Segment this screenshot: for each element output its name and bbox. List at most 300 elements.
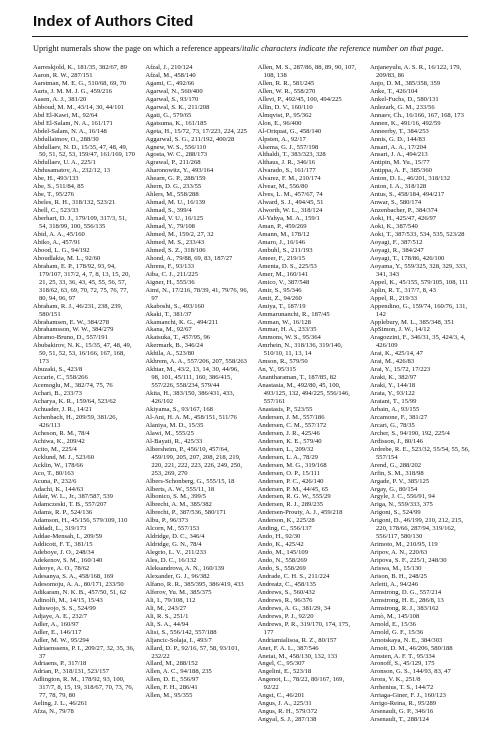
index-entry: Achuader, J. R., 14/21	[33, 405, 92, 413]
index-entry: Argay, G., 80/154	[369, 485, 418, 493]
index-entry: Ameer, F., 219/15	[257, 254, 306, 262]
index-entry: Arata, Y., 93/122	[369, 390, 415, 398]
index-entry: Achenbach, H., 209/59, 381/26, 426/113	[33, 413, 118, 429]
index-entry: Acito, M., 225/4	[33, 445, 77, 453]
index-entry: Ahmad, M. U., 16/139	[145, 199, 206, 207]
index-entry: Addae-Mensah, I., 209/59	[33, 533, 103, 541]
index-entry: Akermark, B., 346/24	[145, 342, 204, 350]
index-entry: Aharonowitz, Y., 493/164	[145, 167, 214, 175]
index-entry: Amman, W., 16/128	[257, 318, 311, 326]
index-entry: Afzal, M., 458/140	[145, 71, 196, 79]
index-entry: Andersen, P. M., 44/45, 65	[257, 485, 329, 493]
index-entry: Acemoglu, M., 382/74, 75, 76	[33, 382, 113, 390]
index-entry: Allen, W. R., 558/270	[257, 87, 316, 95]
index-entry: Aleksandrova, A. N., 160/139	[145, 565, 225, 573]
index-entry: Arnold, E., 15/36	[369, 620, 416, 628]
index-entry: Achari, B., 233/73	[33, 390, 82, 398]
index-entry: Abeles, R. H., 318/132, 523/21	[33, 199, 116, 207]
index-entry: Adesomoju, A. A., 80/171, 233/50	[33, 580, 124, 588]
index-entry: Al-Yahya, M. A., 159/1	[257, 215, 320, 223]
index-entry: Aggarwal, S. G., 211/192, 400/28	[145, 135, 235, 143]
index-entry: Andrews, P. R., 319/170, 174, 175, 177	[257, 620, 350, 636]
index-entry: Arora, V. K., 251/8	[369, 676, 421, 684]
index-entry: Abood, L. G., 94/192	[33, 246, 90, 254]
index-entry: Al-Bayati, R., 425/33	[145, 437, 203, 445]
index-entry: Arigoni, D., 46/199, 210, 212, 215, 220, 178/66, 287/94, 319/162, 556/117, 580/130	[369, 517, 464, 541]
index-entry: Albrecht, A. M., 385/382	[145, 501, 212, 509]
index-entry: Arimoto, M., 210/95, 119	[369, 541, 438, 549]
index-entry: Angst, C., 46/201	[257, 692, 305, 700]
index-entry: Andreatz, C., 458/135	[257, 580, 317, 588]
index-entry: Antus, S., 458/184, 494/217	[369, 191, 445, 199]
index-entry: Allen, M., 95/355	[145, 692, 193, 700]
index-entry: Allevi, P., 492/45, 100, 494/225	[257, 95, 342, 103]
page-title: Index of Authors Cited	[33, 13, 194, 30]
index-entry: Acharya, K. R., 159/64, 523/62	[33, 398, 116, 406]
index-entry: Afzal, J., 210/124	[145, 64, 193, 71]
index-entry: Anlezark, G. M., 233/56	[369, 103, 435, 111]
index-entry: Argade, P. V., 385/125	[369, 477, 430, 485]
index-entry: Arsenault, G. P., 346/16	[369, 708, 434, 716]
index-entry: Akamanchi, K. G., 494/211	[145, 318, 219, 326]
index-entry: Agami, C., 492/66	[145, 79, 195, 87]
index-entry: Akita, H., 383/150, 386/431, 433, 426/102	[145, 390, 235, 406]
index-entry: Ahond, A., 79/88, 69, 83, 187/27	[145, 254, 233, 262]
index-entry: Aronoff, S., 45/129, 175	[369, 660, 435, 668]
index-entry: Alcorn, M., 557/153	[145, 525, 200, 533]
index-entry: Anantharaman, T., 187/85, 82	[257, 374, 337, 382]
index-entry: Ahmed, S. Z., 318/106	[145, 246, 206, 254]
index-entry: Andersen, R. G. W., 555/29	[257, 493, 331, 501]
index-entry: Andersen, M. G., 319/168	[257, 461, 327, 469]
index-entry: Ando, N., 558/269	[257, 557, 307, 565]
index-entry: Araki, K., 382/97	[369, 374, 417, 382]
index-entry: Arison, B. H., 248/25	[369, 573, 427, 580]
index-entry: Aeling, J. L., 46/261	[33, 700, 88, 708]
index-entry: Angelini, E., 523/18	[257, 668, 312, 676]
index-entry: Ahern, D. G., 233/55	[145, 183, 202, 191]
index-entry: Aoyama, Y., 559/325, 328, 329, 333, 341, 343	[369, 262, 468, 278]
index-column	[33, 64, 136, 730]
index-entry: Ansari, J. A., 494/213	[369, 151, 428, 159]
index-entry: Annis, G. D., 144/83	[369, 135, 426, 143]
index-entry: Agarwal, S., 93/170	[145, 95, 199, 103]
index-entry: Aldridge, D. C., 346/4	[145, 533, 205, 541]
index-entry: Aberhart, D. J., 179/109, 317/3, 51, 54, 318/99, 100, 556/135	[33, 215, 127, 231]
index-entry: Amrhein, N., 318/136, 319/140, 510/10, 11, 13, 14	[257, 342, 343, 358]
index-entry: Abd El-Kawi, M., 92/64	[33, 111, 98, 119]
index-entry: Abiko, A., 457/91	[33, 238, 81, 246]
index-entry: Abdullaimov, O., 288/30	[33, 135, 99, 143]
index-entry: Adachi, K., 144/63	[33, 485, 84, 493]
index-entry: Aragozzini, F., 346/31, 35, 424/3, 4, 426/109	[369, 334, 466, 350]
index-entry: Alisi, S., 556/142, 557/188	[145, 628, 217, 636]
index-entry: Armstrong, D. G., 557/214	[369, 588, 442, 596]
index-entry: Ammarunanchi, R., 187/45	[257, 310, 330, 318]
intro-note	[33, 44, 473, 54]
index-entry: Ahmad, V. U., 16/125	[145, 215, 204, 223]
index-entry: Aasen, A. J., 381/20	[33, 95, 87, 103]
index-entry: Adler, M. W., 95/294	[33, 636, 89, 644]
index-entry: Angenot, L., 78/22, 80/167, 169, 92/22	[257, 676, 345, 692]
index-entry: Abdel-Salam, N. A., 16/148	[33, 127, 107, 135]
index-entry: Agosta, W. C., 288/173	[145, 151, 208, 159]
index-entry: Akatsuka, T., 457/95, 96	[145, 334, 211, 342]
index-entry: Albers-Schonberg, G., 555/15, 18	[145, 477, 235, 485]
index-entry: Ahmed, M., 159/2, 27, 32	[145, 231, 214, 239]
index-entry: Allen, D. E., 556/97	[145, 676, 199, 684]
index-entry: Abe, H., 493/133	[33, 175, 79, 183]
index-entry: Andrews, S., 560/432	[257, 588, 315, 596]
index-entry: Aoki, H., 425/47, 426/97	[369, 215, 437, 223]
index-entry: Arfin, S. M., 318/98	[369, 469, 424, 477]
index-entry: Aoki, T., 387/533, 534, 535, 523/28	[369, 231, 465, 239]
index-entry: Anwar, S., 580/174	[369, 199, 422, 207]
index-entry: Andrews, A. G., 381/29, 34	[257, 604, 331, 612]
index-entry: Anton, D. L., 46/201, 318/132	[369, 175, 451, 183]
index-entry: Ali, M., 243/27	[145, 604, 187, 612]
index-entry: Allard, D. P., 92/16, 57, 58, 93/101, 232/22	[145, 644, 240, 660]
title-rule	[32, 36, 468, 37]
index-entry: Anneerby, T., 384/253	[369, 127, 429, 135]
index-entry: Albrecht, P., 387/536, 580/171	[145, 509, 227, 517]
index-entry: Amenta, D. S., 225/53	[257, 262, 317, 270]
index-entry: Acheson, R. M., 78/4	[33, 429, 90, 437]
index-entry: Amiya, T., 187/19	[257, 302, 306, 310]
index-entry: Alpsten, A., 92/17	[257, 135, 306, 143]
index-entry: Adler, A., 160/97	[33, 620, 79, 628]
index-entry: Aldridge, G. N., 78/4	[145, 541, 202, 549]
index-entry: Appel, K., 45/155, 579/105, 108, 111	[369, 278, 469, 286]
index-entry: Ali, S. A., 44/94	[145, 620, 189, 628]
index-entry: Arigoni, S., 524/99	[369, 509, 421, 517]
index-entry: Arrhenius, T. S., 144/72	[369, 684, 434, 692]
index-column	[370, 64, 473, 730]
index-entry: Andersen, J. R., 425/46	[257, 429, 320, 437]
index-entry: Anding, C., 556/137	[257, 525, 312, 533]
index-entry: Abrahamsen, E. W., 384/278	[33, 318, 110, 326]
index-entry: Aoyagi, T., 178/86, 426/100	[369, 254, 445, 262]
index-entry: Agnew, W. S., 556/110	[145, 143, 207, 151]
index-entry: Andersen, C. M., 557/172	[257, 421, 327, 429]
index-entry: Argyle, J. C., 556/91, 94	[369, 493, 435, 501]
index-entry: Agati, G., 579/65	[145, 111, 192, 119]
index-entry: Ahmad, S., 399/4	[145, 207, 192, 215]
index-entry: Aarreskjold, K., 181/35, 382/67, 89	[33, 64, 127, 71]
index-entry: Antipin, M. Yu., 15/77	[369, 159, 430, 167]
index-entry: Ariswa, M., 15/130	[369, 565, 422, 573]
index-entry: Almqvist, P., 95/362	[257, 111, 312, 119]
index-entry: Albu, P., 96/373	[145, 517, 189, 525]
index-entry: Amico, V., 387/548	[257, 278, 310, 286]
index-entry: Alawi, M., 555/25	[145, 429, 194, 437]
index-entry: Aiba, C. J., 211/225	[145, 270, 199, 278]
index-entry: Andersen, P. C., 426/140	[257, 477, 324, 485]
index-entry: Adamczeski, T. B., 557/207	[33, 501, 107, 509]
index-entry: Ammons, W. S., 95/364	[257, 334, 321, 342]
index-entry: Arnsten, A. F. T., 95/334	[369, 652, 435, 660]
index-entry: Abdullaev, U. A., 225/1	[33, 159, 96, 167]
index-entry: Ahrens, F., 93/133	[145, 262, 195, 270]
index-entry: Ahmad, Y., 79/108	[145, 223, 195, 231]
index-entry: Alfano, R. R., 385/395, 386/419, 433	[145, 580, 244, 588]
index-entry: Addicott, F. T., 381/15	[33, 541, 93, 549]
index-entry: Aboudlakia, M. L., 92/60	[33, 254, 101, 262]
intro-text: Upright numerals show the page on which a reference appears/	[33, 44, 242, 53]
index-entry: Akhrem, A. A., 557/206, 207, 558/263	[145, 358, 247, 366]
index-entry: Ahmed, M. S., 233/43	[145, 238, 205, 246]
index-entry: Alferov, Yu. M., 385/375	[145, 588, 212, 596]
index-entry: Althaldi, T., 383/323, 328	[257, 151, 326, 159]
index-entry: Allen, R. R., 581/245	[257, 79, 315, 87]
index-entry: Annen, K., 491/16, 492/59	[369, 119, 441, 127]
index-entry: Adriaenssens, P. I., 209/27, 32, 35, 36, 37	[33, 644, 135, 660]
author-index-columns	[33, 64, 473, 730]
index-entry: Adiswojo, S. S., 524/99	[33, 604, 96, 612]
index-entry: Andersen, O. P., 15/111	[257, 469, 320, 477]
index-entry: Andersen, L., 209/32	[257, 445, 314, 453]
index-entry: An, Y., 95/315	[257, 366, 296, 374]
index-entry: Andrews, R., 96/376	[257, 596, 313, 604]
index-entry: Agarwal, S. K., 211/208	[145, 103, 210, 111]
index-entry: Aplin, R. T., 317/7, 8, 43	[369, 286, 436, 294]
index-entry: Arai, K., 425/14, 47	[369, 350, 423, 358]
index-entry: Appendino, G., 159/74, 160/76, 131, 142	[369, 302, 468, 318]
index-entry: Allard, M., 288/152	[145, 660, 198, 668]
index-entry: Adikaram, N. K. B., 457/50, 51, 62	[33, 588, 127, 596]
index-entry: Alegrio, L. V., 211/233	[145, 549, 207, 557]
index-entry: Angus, R. H., 579/372	[257, 708, 318, 716]
index-entry: Ardrebe, R. E., 523/32, 55/54, 55, 56, 557/154	[369, 445, 470, 461]
index-entry: Anetai, M., 458/130, 132, 133	[257, 652, 338, 660]
index-entry: Arletti, A., 94/246	[369, 580, 419, 588]
index-entry: Adeboye, J. O., 248/34	[33, 549, 94, 557]
index-entry: Abell, C., 523/33	[33, 207, 79, 215]
index-entry: Angus, J. A., 225/31	[257, 700, 312, 708]
index-entry: Abramo-Bruno, D., 557/191	[33, 334, 108, 342]
index-entry: Andersen, K. E., 579/40	[257, 437, 322, 445]
index-entry: Andrews, P. J., 92/20	[257, 612, 314, 620]
index-entry: Allin, D. V., 160/110	[257, 103, 313, 111]
index-entry: Akaboshi, S., 493/160	[145, 302, 205, 310]
index-entry: Arbain, A., 93/155	[369, 405, 420, 413]
index-entry: Abdullaev, N. D., 15/35, 47, 48, 49, 50, 51, 52, 53, 159/47, 161/169, 170	[33, 143, 135, 159]
index-entry: Angyal, S. J., 287/138	[257, 716, 317, 724]
index-entry: Alvarado, S., 161/177	[257, 167, 316, 175]
index-entry: Aarts, J. M. M. J. G., 459/216	[33, 87, 112, 95]
index-entry: Antippa, A. F., 385/360	[369, 167, 432, 175]
index-entry: Andersen, R. J., 289/235	[257, 501, 324, 509]
index-entry: Ando, M., 145/109	[257, 549, 309, 557]
index-entry: Akiyama, S., 93/167, 168	[145, 405, 213, 413]
index-entry: Afza, N., 79/78	[33, 708, 74, 716]
index-entry: Arnotskaya, N. E., 384/303	[369, 636, 443, 644]
index-entry: ApSimon, J. W., 14/12	[369, 326, 430, 334]
index-entry: Abid, A. A., 45/160	[33, 231, 85, 239]
index-entry: Arriaga-Giner, F. J., 160/123	[369, 692, 446, 700]
index-entry: Aljancic-Solaja, I., 493/7	[145, 636, 212, 644]
index-column	[145, 64, 248, 730]
index-entry: Accarie, C., 558/266	[33, 374, 88, 382]
index-entry: Aimi, N., 17/216, 78/39, 41, 79/76, 96, 97	[145, 286, 249, 302]
index-entry: Ahearn, G. P., 288/159	[145, 175, 206, 183]
index-entry: Ammar, H. A., 233/35	[257, 326, 317, 334]
index-entry: Adjaye, A. E., 232/7	[33, 612, 88, 620]
index-entry: Abd El-Salam, N. A., 161/171	[33, 119, 113, 127]
index-entry: Amit, Z., 94/260	[257, 294, 302, 302]
index-entry: Alworth, W. L., 318/124	[257, 207, 323, 215]
index-entry: Adesanya, S. A., 458/168, 169	[33, 573, 114, 580]
index-entry: Aco, T., 80/163	[33, 469, 74, 477]
index-entry: Angel, C., 95/307	[257, 660, 305, 668]
index-entry: Ambuhl, S., 211/193	[257, 246, 313, 254]
index-entry: Ando, S., 558/269	[257, 565, 306, 573]
index-entry: Ariga, N., 559/333, 375	[369, 501, 433, 509]
index-entry: Anjo, D. M., 385/358, 359	[369, 79, 441, 87]
index-entry: Ali, R. S., 251/1	[145, 612, 189, 620]
index-entry: Amir, S., 95/346	[257, 286, 302, 294]
index-entry: Alvarez, F. M., 210/174	[257, 175, 321, 183]
index-entry: Agarwal, N., 560/400	[145, 87, 203, 95]
index-entry: Ando, H., 92/30	[257, 533, 301, 541]
index-entry: Akaki, T., 381/37	[145, 310, 192, 318]
index-entry: Adler, E., 146/117	[33, 628, 82, 636]
index-entry: Abraham, E. P., 178/92, 93, 94, 179/107, 317/2, 4, 7, 8, 13, 15, 20, 21, 25, 33, 36, 43, 45, 55, 56, 57, 318/62, 63, 69, 70, 72, 75, 76, 77, 80, 94, 96, 97	[33, 262, 131, 302]
index-entry: Adekenov, S. M., 160/140	[33, 557, 103, 565]
index-entry: Akana, M., 92/67	[145, 326, 192, 334]
index-entry: Ankel-Fuchs, D., 580/131	[369, 95, 439, 103]
index-entry: Abrahamsson, W. W., 384/279	[33, 326, 114, 334]
index-entry: Adamson, H., 45/156, 579/109, 110	[33, 517, 128, 525]
index-entry: Aratani, T., 15/99	[369, 398, 417, 406]
index-entry: Abe, S., 511/84, 85	[33, 183, 84, 191]
index-entry: Arsenault, T., 288/124	[369, 716, 429, 724]
index-entry: Achiwa, K., 209/42	[33, 437, 85, 445]
index-entry: Allen, A. C., 94/188, 235	[145, 668, 212, 676]
index-entry: Acklund, M. J., 523/60	[33, 453, 94, 461]
index-entry: Anet, F. A. L., 387/546	[257, 644, 319, 652]
index-entry: Arnò, M., 145/108	[369, 612, 420, 620]
index-entry: Althaus, J. R., 346/16	[257, 159, 315, 167]
index-entry: Adlington, R. M., 178/92, 93, 100, 317/7, 8, 15, 19, 318/67, 70, 73, 76, 77, 78, 79, 80	[33, 676, 134, 700]
index-entry: Adeoye, A. O., 78/62	[33, 565, 90, 573]
index-entry: Al-Ani, H. A. M., 458/151, 511/76	[145, 413, 237, 421]
index-entry: Akhtar, M., 43/2, 13, 14, 30, 44/96, 98, 101, 45/111, 160, 386/415, 557/226, 558/234, 579/44	[145, 366, 239, 390]
index-entry: Aman, P., 459/269	[257, 223, 307, 231]
index-entry: Aripov, A. N., 220/63	[369, 549, 428, 557]
index-entry: Amaro, J., 16/146	[257, 238, 306, 246]
index-entry: Abubakirov, N. K., 15/35, 47, 48, 49, 50, 51, 52, 53, 16/166, 167, 168, 173	[33, 342, 132, 366]
index-entry: Ageta, H., 15/72, 73, 17/223, 224, 225	[145, 127, 247, 135]
index-entry: Anastasis, P., 523/55	[257, 405, 313, 413]
index-entry: Armstrong, R. J., 383/162	[369, 604, 439, 612]
index-entry: Andersen-Prouty, A. J., 459/218	[257, 509, 343, 517]
index-entry: Arnold, G. F., 15/36	[369, 628, 424, 636]
index-entry: Adriaens, P., 317/18	[33, 660, 87, 668]
index-entry: Andersen, L. A., 78/29	[257, 453, 318, 461]
index-entry: Acuna, P., 232/6	[33, 477, 77, 485]
index-entry: Annaev, Ch., 16/166, 167, 168, 173	[369, 111, 464, 119]
index-column	[258, 64, 361, 730]
index-entry: Amson, R., 579/50	[257, 358, 308, 366]
index-entry: Armstrong, H. E., 286/8, 13	[369, 596, 444, 604]
index-entry: Agrawal, P., 211/268	[145, 159, 201, 167]
index-entry: Anzenbacher, P., 384/374	[369, 207, 438, 215]
index-entry: Alward, S. J., 494/45, 51	[257, 199, 324, 207]
index-entry: Addadi, L., 319/173	[33, 525, 87, 533]
index-entry: Aripova, S. F., 225/1, 248/30	[369, 557, 447, 565]
index-entry: Arcari, G., 78/35	[369, 421, 415, 429]
index-entry: Aarstman, M. E. G., 510/68, 69, 70	[33, 79, 127, 87]
index-entry: Andriamialisoa, R. Z., 80/157	[257, 636, 337, 644]
index-entry: Allen, F. H., 286/41	[145, 684, 198, 692]
index-entry: Aoki, K., 387/540	[369, 223, 418, 231]
index-entry: Arai, Y., 15/72, 17/223	[369, 366, 431, 374]
index-entry: Araki, Y., 144/18	[369, 382, 416, 390]
index-entry: Abboud, M. M., 43/14, 30, 44/101	[33, 103, 125, 111]
index-entry: Ali, I., 79/108, 112	[145, 596, 196, 604]
index-entry: Arai, M., 426/83	[369, 358, 415, 366]
intro-italic-text: italic characters indicate the reference number on that page.	[241, 44, 444, 53]
index-entry: Albersheim, P., 456/10, 457/64, 459/199, 205, 207, 208, 218, 219, 220, 221, 222, 223, 226, 249, 250, 253, 269, 270	[145, 445, 242, 477]
index-entry: Ardisson, J., 80/146	[369, 437, 423, 445]
index-entry: Anke, T., 426/104	[369, 87, 418, 95]
index-entry: Anastasia, M., 492/80, 45, 100, 493/125, 132, 494/225, 556/146, 557/161	[257, 382, 350, 406]
index-entry: Anjaneyulu, A. S. R., 16/122, 179, 209/83, 86	[369, 64, 462, 79]
index-entry: Adams, R. P., 524/136	[33, 509, 93, 517]
index-entry: Abdusamatov, A., 232/12, 13	[33, 167, 111, 175]
index-entry: Alaniya, M. D., 15/35	[145, 421, 204, 429]
index-entry: Amann, M., 178/12	[257, 231, 310, 239]
index-entry: Aoyagi, F., 387/512	[369, 238, 423, 246]
index-entry: Adinolfi, M., 14/15, 15/43	[33, 596, 103, 604]
index-entry: Alvear, M., 556/80	[257, 183, 308, 191]
index-entry: Abe, T., 95/276	[33, 191, 74, 199]
index-entry: Aigner, H., 555/36	[145, 278, 195, 286]
index-entry: Allen, M. S., 287/86, 88, 89, 90, 107, 108, 138	[257, 64, 357, 79]
index-entry: Arnott, D. M., 46/206, 580/188	[369, 644, 453, 652]
index-entry: Acklin, W., 178/66	[33, 461, 84, 469]
index-entry: Alberts, A. W., 555/11, 18	[145, 485, 215, 493]
index-entry: Akhila, A., 523/80	[145, 350, 195, 358]
index-entry: Alon, E., 96/400	[257, 119, 302, 127]
index-entry: Agatsuma, K., 161/185	[145, 119, 207, 127]
index-entry: Alexander, G. J., 96/382	[145, 573, 210, 580]
index-entry: Ales, D. C., 16/132	[145, 557, 197, 565]
index-entry: Applebury, M. L., 385/348, 351	[369, 318, 454, 326]
index-entry: Ansari, A. A., 17/204	[369, 143, 427, 151]
index-entry: Ahlers, M., 558/288	[145, 191, 199, 199]
index-entry: Albonico, S. M., 399/5	[145, 493, 206, 501]
index-entry: Appel, R., 219/33	[369, 294, 418, 302]
index-entry: Andrade, C. H. S., 211/224	[257, 573, 330, 580]
index-entry: Aronson, G. S., 144/93, 83, 47	[369, 668, 451, 676]
index-entry: Adrian, P., 318/131, 523/157	[33, 668, 110, 676]
index-entry: Alsema, G. J., 557/198	[257, 143, 319, 151]
index-entry: Al-Oriquat, G., 458/140	[257, 127, 322, 135]
index-entry: Adair, W. L., Jr., 387/587, 539	[33, 493, 113, 501]
index-entry: Amer, M., 160/141	[257, 270, 309, 278]
index-entry: Archer, S., 94/190, 192, 225/4	[369, 429, 450, 437]
index-entry: Andersen, J. M., 557/186	[257, 413, 325, 421]
index-entry: Abraham, R. J., 46/231, 238, 239, 580/151	[33, 302, 123, 318]
index-entry: Aoyagi, R., 384/247	[369, 246, 424, 254]
index-entry: Arrigo-Reina, R., 95/289	[369, 700, 437, 708]
index-entry: Aaron, R. W., 287/151	[33, 71, 93, 79]
index-entry: Alves, L. M., 457/67, 74	[257, 191, 323, 199]
index-entry: Anton, I. A., 318/128	[369, 183, 427, 191]
index-entry: Anderson, K., 225/28	[257, 517, 315, 525]
